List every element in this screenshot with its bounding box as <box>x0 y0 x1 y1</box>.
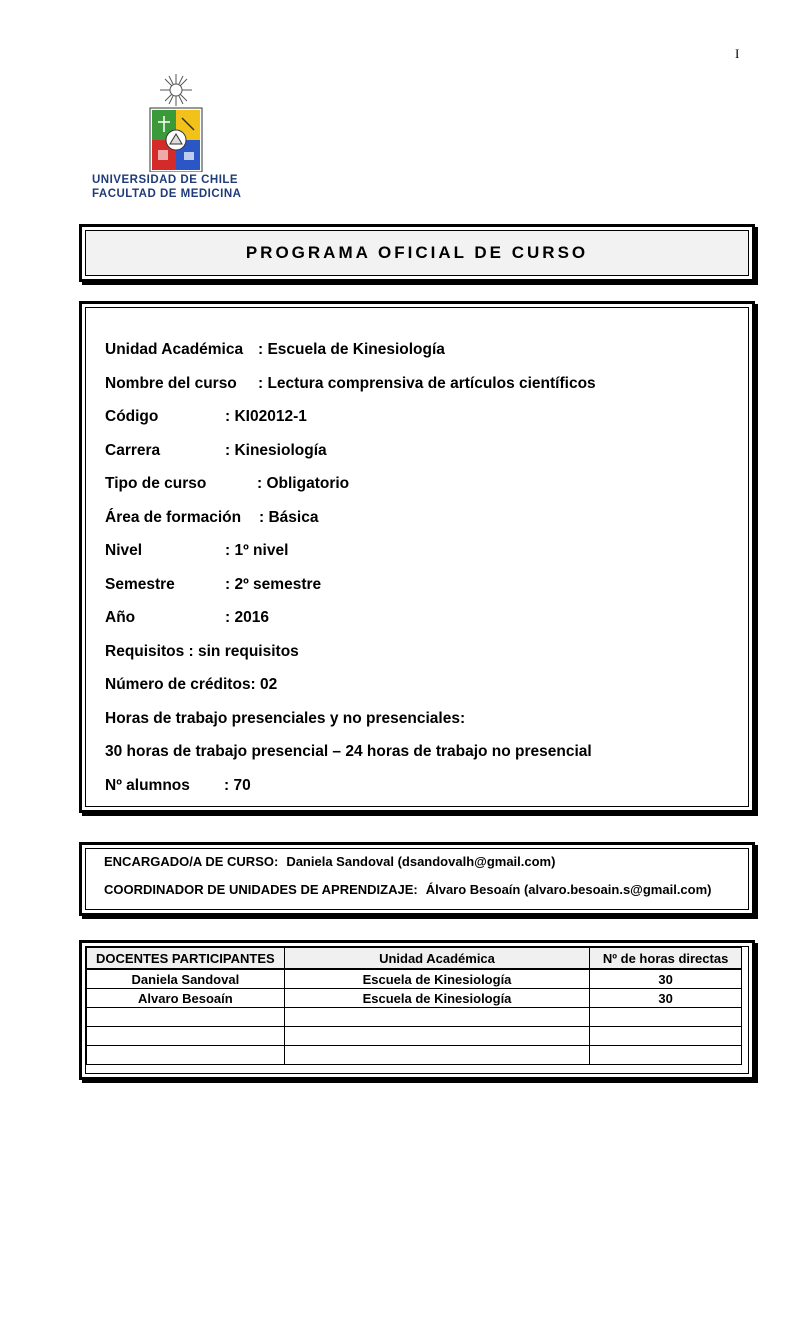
field-value: : Kinesiología <box>225 442 327 459</box>
table-header-row <box>87 948 742 970</box>
encargado-line <box>104 854 555 869</box>
university-logo <box>92 72 262 204</box>
cell-docente: Daniela Sandoval <box>87 969 285 989</box>
cell-unidad: Escuela de Kinesiología <box>284 969 589 989</box>
field-label: Unidad Académica <box>105 341 244 358</box>
coordinador-line <box>104 882 711 897</box>
field-label: Semestre <box>105 576 175 593</box>
field-value: : Escuela de Kinesiología <box>258 341 445 358</box>
field-label: Nº alumnos <box>105 777 190 794</box>
field-codigo <box>105 408 307 426</box>
cell-docente <box>87 1008 285 1027</box>
header-unidad: Unidad Académica <box>284 948 589 970</box>
field-label: Área de formación <box>105 509 242 526</box>
field-label: Nombre del curso <box>105 375 237 392</box>
field-unidad <box>105 341 445 359</box>
university-name: UNIVERSIDAD DE CHILE <box>92 174 239 186</box>
cell-unidad <box>284 1027 589 1046</box>
field-tipo <box>105 475 350 493</box>
field-label: Código <box>105 408 159 425</box>
cell-unidad <box>284 1046 589 1065</box>
cell-unidad <box>284 1008 589 1027</box>
coordinador-value: Álvaro Besoaín (alvaro.besoain.s@gmail.com) <box>425 882 712 897</box>
docentes-box <box>79 940 755 1080</box>
coordinador-label: COORDINADOR DE UNIDADES DE APRENDIZAJE: <box>104 882 418 897</box>
field-value: : 2016 <box>225 609 269 626</box>
field-label: Año <box>105 609 136 626</box>
university-shield-icon <box>148 72 204 172</box>
page-title: PROGRAMA OFICIAL DE CURSO <box>245 243 589 262</box>
cell-docente: Alvaro Besoaín <box>87 989 285 1008</box>
encargado-label: ENCARGADO/A DE CURSO: <box>104 854 279 869</box>
header-docentes: DOCENTES PARTICIPANTES <box>87 948 285 970</box>
course-info-box <box>79 301 755 813</box>
page-number: I <box>735 46 740 61</box>
field-value: : 70 <box>224 777 251 794</box>
docentes-table <box>86 947 742 1065</box>
field-semestre <box>105 576 322 594</box>
field-creditos: Número de créditos: 02 <box>105 676 278 693</box>
field-nombre <box>105 375 596 393</box>
field-value: : 1º nivel <box>225 542 289 559</box>
cell-horas <box>590 1046 742 1065</box>
table-row <box>87 1046 742 1065</box>
field-horas-title: Horas de trabajo presenciales y no presenciales: <box>105 710 466 727</box>
encargado-value: Daniela Sandoval (dsandovalh@gmail.com) <box>286 854 556 869</box>
cell-horas: 30 <box>590 969 742 989</box>
field-alumnos <box>105 777 251 795</box>
cell-horas: 30 <box>590 989 742 1008</box>
field-requisitos: Requisitos : sin requisitos <box>105 643 299 660</box>
cell-docente <box>87 1046 285 1065</box>
cell-horas <box>590 1027 742 1046</box>
field-label: Tipo de curso <box>105 475 207 492</box>
header-horas: Nº de horas directas <box>590 948 742 970</box>
faculty-name: FACULTAD DE MEDICINA <box>92 188 242 200</box>
table-row <box>87 969 742 989</box>
table-row <box>87 989 742 1008</box>
field-area <box>105 509 319 527</box>
field-value: : Obligatorio <box>257 475 350 492</box>
table-row <box>87 1027 742 1046</box>
cell-horas <box>590 1008 742 1027</box>
field-anio <box>105 609 269 627</box>
cell-docente <box>87 1027 285 1046</box>
encargado-box <box>79 842 755 916</box>
field-value: : 2º semestre <box>225 576 322 593</box>
field-value: : Básica <box>259 509 319 526</box>
title-box <box>79 224 755 282</box>
field-carrera <box>105 442 327 460</box>
field-value: : Lectura comprensiva de artículos científicos <box>258 375 596 392</box>
cell-unidad: Escuela de Kinesiología <box>284 989 589 1008</box>
field-horas-detail: 30 horas de trabajo presencial – 24 horas de trabajo no presencial <box>105 743 592 760</box>
field-nivel <box>105 542 289 560</box>
field-value: : KI02012-1 <box>225 408 307 425</box>
table-row <box>87 1008 742 1027</box>
field-label: Nivel <box>105 542 143 559</box>
field-label: Carrera <box>105 442 161 459</box>
